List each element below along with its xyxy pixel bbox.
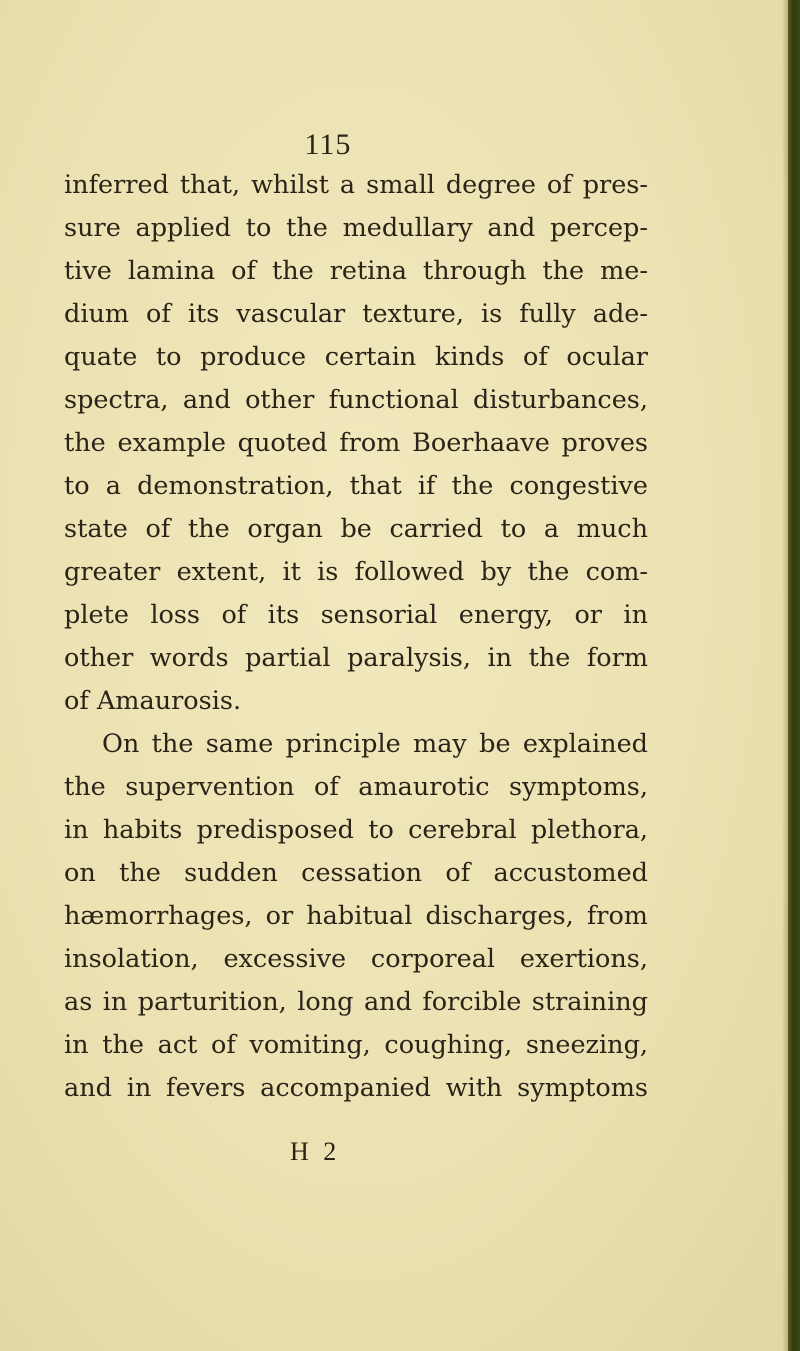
text-line: greater extent, it is followed by the com-	[64, 557, 648, 587]
text-line: spectra, and other functional disturbances,	[64, 385, 648, 415]
text-line: on the sudden cessation of accustomed	[64, 858, 648, 888]
text-line: dium of its vascular texture, is fully ade-	[64, 299, 648, 329]
text-line: sure applied to the medullary and percep-	[64, 213, 648, 243]
text-line: in habits predisposed to cerebral plethora,	[64, 815, 648, 845]
text-line: insolation, excessive corporeal exertions,	[64, 944, 648, 974]
text-line: hæmorrhages, or habitual discharges, from	[64, 901, 648, 931]
signature-mark: H 2	[290, 1137, 341, 1166]
text-line: to a demonstration, that if the congestive	[64, 471, 648, 501]
text-line: as in parturition, long and forcible straining	[64, 987, 648, 1017]
book-spine	[788, 0, 800, 1351]
text-line: the supervention of amaurotic symptoms,	[64, 772, 648, 802]
text-line: plete loss of its sensorial energy, or in	[64, 600, 648, 630]
text-line: of Amaurosis.	[64, 686, 242, 716]
text-line: quate to produce certain kinds of ocular	[64, 342, 648, 372]
text-line: inferred that, whilst a small degree of pres-	[64, 170, 648, 200]
text-line: tive lamina of the retina through the me-	[64, 256, 648, 286]
paragraph-first-line: On the same principle may be explained	[102, 729, 648, 759]
text-line: the example quoted from Boerhaave proves	[64, 428, 648, 458]
text-line: other words partial paralysis, in the form	[64, 643, 648, 673]
text-line: in the act of vomiting, coughing, sneezing,	[64, 1030, 648, 1060]
text-line: state of the organ be carried to a much	[64, 514, 648, 544]
text-line: and in fevers accompanied with symptoms	[64, 1073, 648, 1103]
page-number: 115	[304, 128, 352, 161]
